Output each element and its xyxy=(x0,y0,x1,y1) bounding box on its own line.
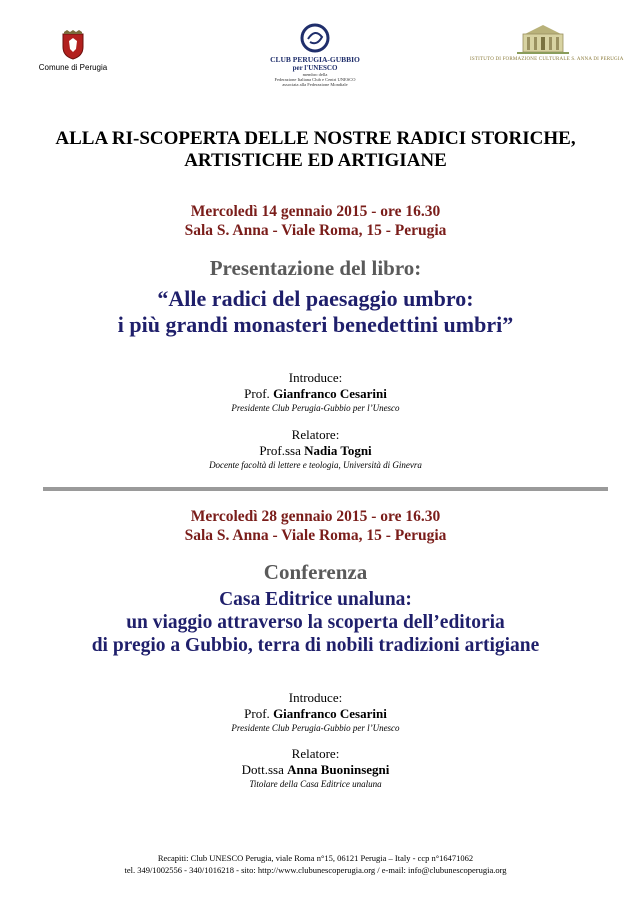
event1-speaker-desc: Docente facoltà di lettere e teologia, Università di Ginevra xyxy=(209,460,422,470)
footer-contacts xyxy=(0,852,631,876)
footer-address: Recapiti: Club UNESCO Perugia, viale Roma n°15, 06121 Perugia – Italy - ccp n°16471062 xyxy=(157,853,474,863)
event2-speaker-name: Anna Buoninsegni xyxy=(287,762,390,777)
event2-speaker-label: Relatore: xyxy=(291,746,340,761)
event2-speaker-name-line xyxy=(0,762,631,778)
event2-speaker-prefix: Dott.ssa xyxy=(241,762,284,777)
event2-subject xyxy=(0,588,631,657)
footer-phone-site-email: tel. 349/1002556 - 340/1016218 - sito: http://www.clubunescoperugia.org / e-mail: info@clubunescoperugia.org xyxy=(124,865,507,875)
event2-place: Sala S. Anna - Viale Roma, 15 - Perugia xyxy=(184,527,447,544)
event1-introducer-name: Gianfranco Cesarini xyxy=(273,386,387,401)
event1-introducer-name-line xyxy=(0,386,631,402)
building-icon xyxy=(515,22,571,56)
event1-subject-line-1: “Alle radici del paesaggio umbro: xyxy=(157,286,474,311)
event2-introducer-name-line xyxy=(0,706,631,722)
event1-introducer xyxy=(0,370,631,414)
title-line-2: ARTISTICHE ED ARTIGIANE xyxy=(184,150,447,171)
event2-introducer xyxy=(0,690,631,734)
event2-date: Mercoledì 28 gennaio 2015 - ore 16.30 xyxy=(190,508,441,525)
unesco-federation-line: Federazione Italiana Club e Centri UNESCO xyxy=(274,77,356,82)
istituto-caption: ISTITUTO DI FORMAZIONE CULTURALE S. ANNA DI PERUGIA xyxy=(470,57,624,62)
comune-perugia-caption: Comune di Perugia xyxy=(38,63,108,72)
event2-introducer-name: Gianfranco Cesarini xyxy=(273,706,387,721)
event2-speaker-desc: Titolare della Casa Editrice unaluna xyxy=(249,779,382,789)
event2-subject-line-3: di pregio a Gubbio, terra di nobili tradizioni artigiane xyxy=(91,635,540,656)
istituto-s-anna-logo xyxy=(470,22,624,62)
event2-date-block xyxy=(0,507,631,545)
unesco-association-line: associata alla Federazione Mondiale xyxy=(282,82,348,87)
griffin-crest-icon xyxy=(60,30,86,60)
unesco-club-name: CLUB PERUGIA-GUBBIO xyxy=(270,55,360,64)
section-divider xyxy=(43,487,608,491)
event2-introducer-desc: Presidente Club Perugia-Gubbio per l’Unesco xyxy=(231,723,400,733)
club-unesco-logo xyxy=(250,22,380,87)
unesco-club-sub: per l'UNESCO xyxy=(292,64,338,72)
event1-speaker-label: Relatore: xyxy=(291,427,340,442)
event1-introducer-prefix: Prof. xyxy=(244,386,270,401)
event1-place: Sala S. Anna - Viale Roma, 15 - Perugia xyxy=(184,222,447,239)
event1-introducer-desc: Presidente Club Perugia-Gubbio per l’Unesco xyxy=(231,403,400,413)
event2-introducer-prefix: Prof. xyxy=(244,706,270,721)
unesco-circle-icon xyxy=(299,22,331,54)
event1-speaker-prefix: Prof.ssa xyxy=(259,443,301,458)
event1-speaker-name: Nadia Togni xyxy=(304,443,372,458)
unesco-member-line: membro della xyxy=(302,72,328,77)
title-line-1: ALLA RI-SCOPERTA DELLE NOSTRE RADICI STORICHE, xyxy=(55,128,576,149)
event1-date: Mercoledì 14 gennaio 2015 - ore 16.30 xyxy=(190,203,441,220)
event2-subject-line-1: Casa Editrice unaluna: xyxy=(219,589,412,610)
event2-speaker xyxy=(0,746,631,790)
event2-introduce-label: Introduce: xyxy=(288,690,343,705)
event1-kind: Presentazione del libro: xyxy=(209,256,422,280)
event1-subject-line-2: i più grandi monasteri benedettini umbri” xyxy=(117,312,514,337)
event2-kind: Conferenza xyxy=(263,560,368,584)
event2-subject-line-2: un viaggio attraverso la scoperta dell’editoria xyxy=(126,612,505,633)
poster-title xyxy=(0,128,631,172)
event1-speaker-name-line xyxy=(0,443,631,459)
event1-speaker xyxy=(0,427,631,471)
comune-perugia-logo xyxy=(38,30,108,72)
event1-date-block xyxy=(0,202,631,240)
event1-introduce-label: Introduce: xyxy=(288,370,343,385)
event1-subject xyxy=(0,286,631,338)
